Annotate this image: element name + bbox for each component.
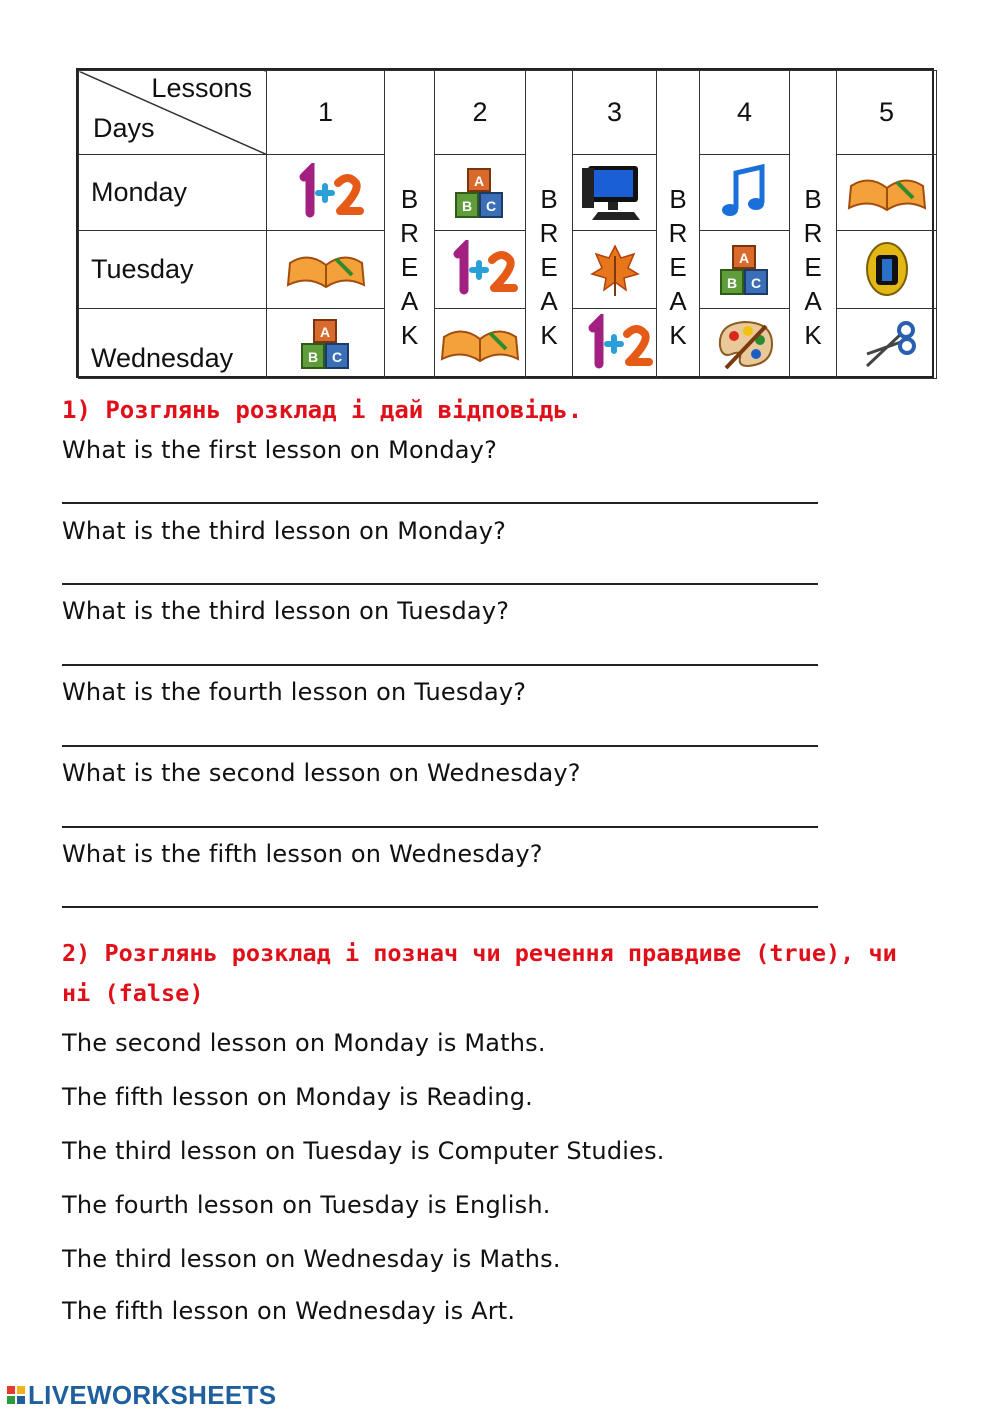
statement-1[interactable]: The second lesson on Monday is Maths. <box>62 1029 546 1057</box>
maths-icon <box>286 163 366 223</box>
wednesday-lesson-1 <box>267 309 385 379</box>
wednesday-lesson-2 <box>435 309 526 379</box>
lessons-label: Lessons <box>151 73 252 103</box>
music-note-icon <box>718 163 772 223</box>
monday-lesson-1 <box>267 155 385 231</box>
statement-3[interactable]: The third lesson on Tuesday is Computer Studies. <box>62 1137 665 1165</box>
lesson-number-3: 3 <box>573 71 657 155</box>
break-column-3: B R E A K <box>657 71 700 379</box>
autumn-leaf-icon <box>590 242 640 298</box>
abc-blocks-icon <box>296 316 356 372</box>
lesson-number-5: 5 <box>837 71 937 155</box>
svg-text:A: A <box>473 172 485 189</box>
book-icon <box>438 319 522 369</box>
monday-lesson-4 <box>700 155 790 231</box>
tuesday-lesson-3 <box>573 231 657 309</box>
maths-icon <box>440 240 520 300</box>
question-1: What is the first lesson on Monday? <box>62 436 498 464</box>
task2-title: 2) Розглянь розклад і познач чи речення правдиве (true), чи ні (false) <box>62 939 897 1007</box>
day-wednesday: Wednesday <box>79 309 267 379</box>
svg-text:C: C <box>750 274 761 291</box>
break-column-4: B R E A K <box>790 71 837 379</box>
scissors-icon <box>857 316 917 372</box>
wednesday-lesson-5 <box>837 309 937 379</box>
question-3: What is the third lesson on Tuesday? <box>62 597 510 625</box>
abc-blocks-icon <box>450 165 510 221</box>
wednesday-lesson-3 <box>573 309 657 379</box>
answer-line-6[interactable] <box>62 906 818 908</box>
break-column-1: B R E A K <box>385 71 435 379</box>
question-5: What is the second lesson on Wednesday? <box>62 759 581 787</box>
answer-line-4[interactable] <box>62 745 818 747</box>
liveworksheets-badge-icon <box>6 1384 26 1406</box>
svg-text:B: B <box>307 348 318 365</box>
monday-lesson-5 <box>837 155 937 231</box>
task1-title: 1) Розглянь розклад і дай відповідь. <box>62 396 583 424</box>
svg-text:B: B <box>726 274 737 291</box>
abc-blocks-icon <box>715 242 775 298</box>
tuesday-lesson-2 <box>435 231 526 309</box>
liveworksheets-brand: LIVEWORKSHEETS <box>28 1379 277 1410</box>
pe-icon <box>863 239 911 301</box>
svg-text:A: A <box>738 249 749 266</box>
answer-line-5[interactable] <box>62 826 818 828</box>
svg-text:C: C <box>331 348 342 365</box>
monday-lesson-3 <box>573 155 657 231</box>
question-4: What is the fourth lesson on Tuesday? <box>62 678 527 706</box>
monday-lesson-2 <box>435 155 526 231</box>
corner-header <box>79 71 267 155</box>
statement-4[interactable]: The fourth lesson on Tuesday is English. <box>62 1191 551 1219</box>
lesson-number-1: 1 <box>267 71 385 155</box>
lesson-number-4: 4 <box>700 71 790 155</box>
wednesday-lesson-4 <box>700 309 790 379</box>
tuesday-lesson-1 <box>267 231 385 309</box>
answer-line-2[interactable] <box>62 583 818 585</box>
statement-2[interactable]: The fifth lesson on Monday is Reading. <box>62 1083 533 1111</box>
book-icon <box>284 245 368 295</box>
svg-text:A: A <box>319 323 330 340</box>
day-tuesday: Tuesday <box>79 231 267 309</box>
question-2: What is the third lesson on Monday? <box>62 517 507 545</box>
days-label: Days <box>93 113 155 143</box>
svg-text:C: C <box>485 197 497 214</box>
liveworksheets-logo[interactable] <box>6 1380 276 1410</box>
tuesday-lesson-4 <box>700 231 790 309</box>
book-icon <box>845 168 929 218</box>
statement-6[interactable]: The fifth lesson on Wednesday is Art. <box>62 1297 516 1325</box>
timetable-grid <box>78 70 937 379</box>
svg-text:B: B <box>461 197 473 214</box>
question-6: What is the fifth lesson on Wednesday? <box>62 840 543 868</box>
day-monday: Monday <box>79 155 267 231</box>
answer-line-3[interactable] <box>62 664 818 666</box>
timetable <box>76 68 934 378</box>
answer-line-1[interactable] <box>62 502 818 504</box>
lesson-number-2: 2 <box>435 71 526 155</box>
computer-icon <box>580 162 650 224</box>
art-palette-icon <box>712 316 778 372</box>
tuesday-lesson-5 <box>837 231 937 309</box>
maths-icon <box>575 314 655 374</box>
statement-5[interactable]: The third lesson on Wednesday is Maths. <box>62 1245 561 1273</box>
break-column-2: B R E A K <box>526 71 573 379</box>
